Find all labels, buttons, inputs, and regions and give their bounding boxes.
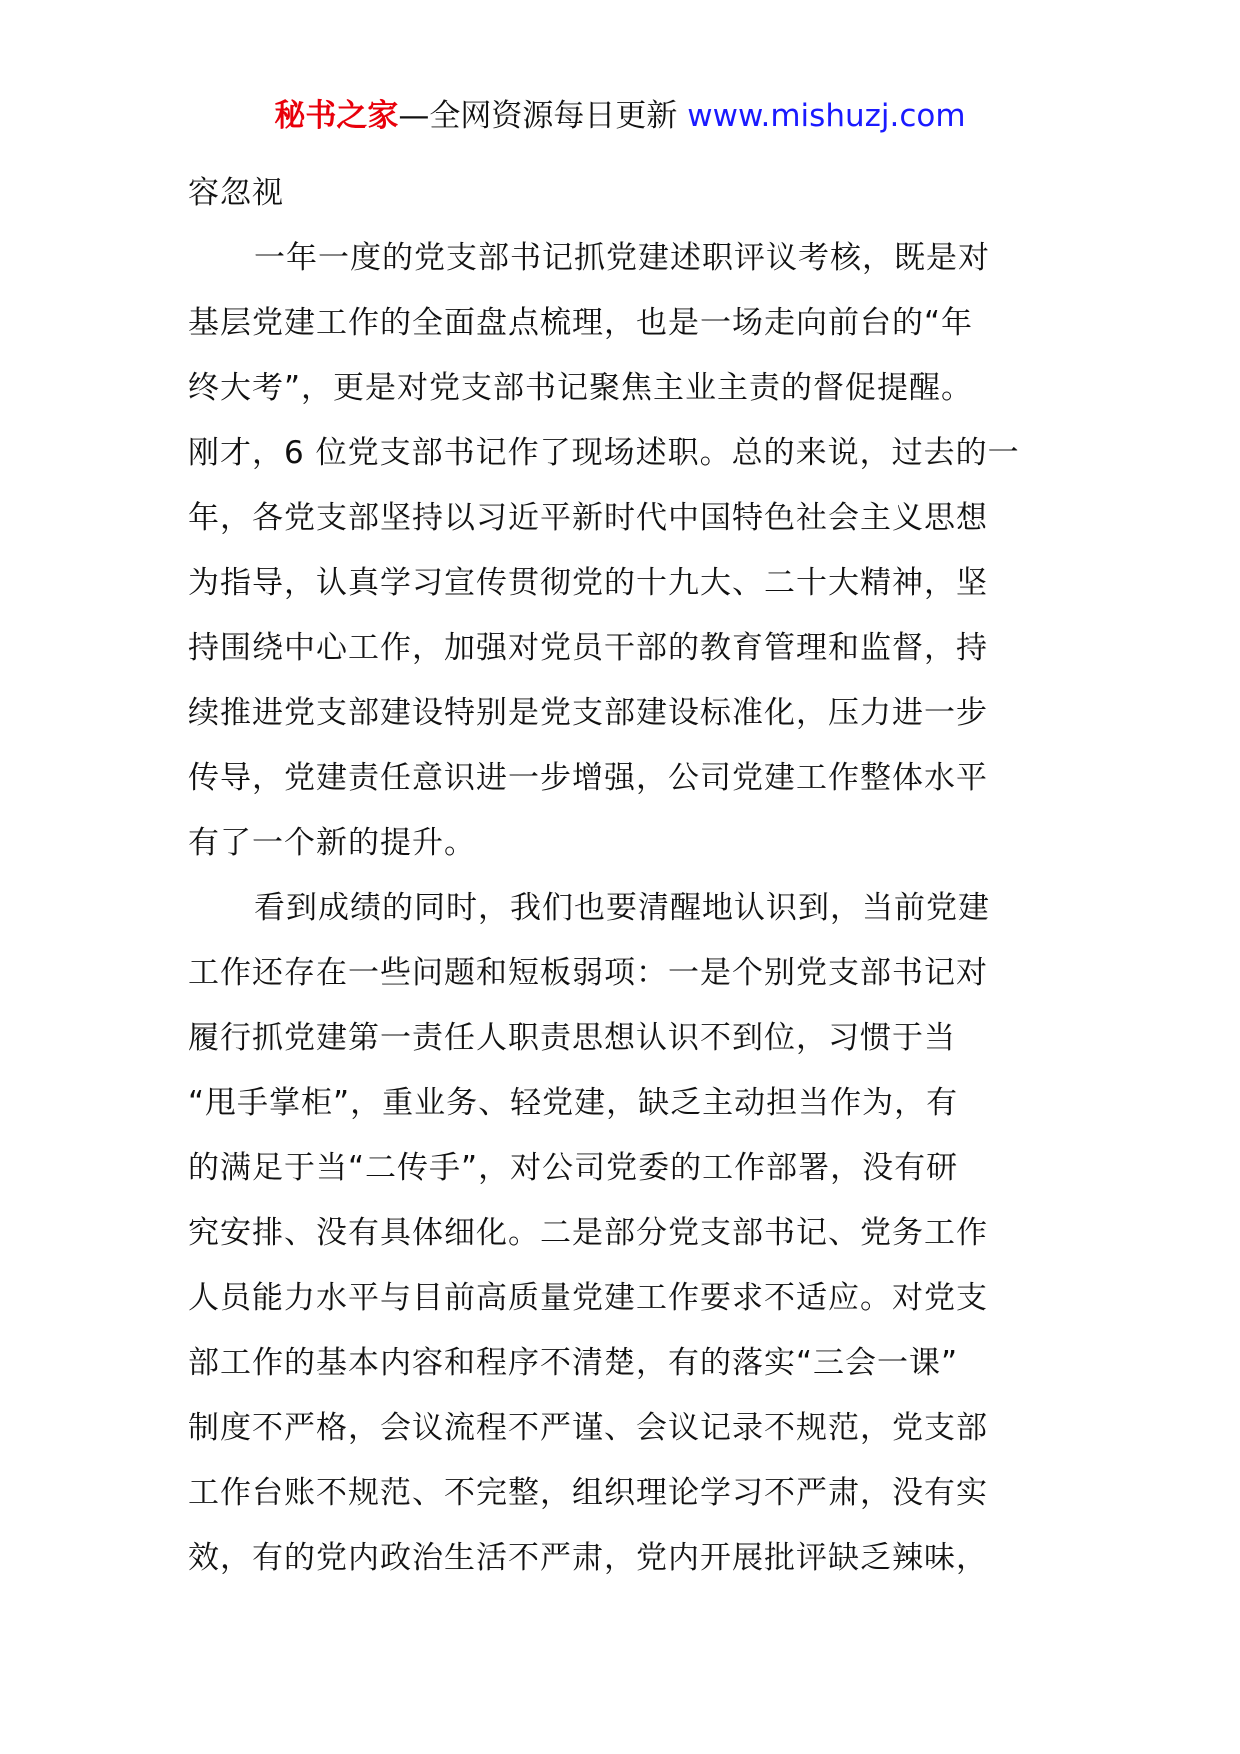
text-line: 终大考”，更是对党支部书记聚焦主业主责的督促提醒。 xyxy=(188,370,974,406)
text-line: 工作还存在一些问题和短板弱项：一是个别党支部书记对 xyxy=(188,955,988,991)
site-url-link[interactable]: www.mishuzj.com xyxy=(687,98,966,134)
brand-name: 秘书之家 xyxy=(274,98,399,134)
text-line: 刚才，6 位党支部书记作了现场述职。总的来说，过去的一 xyxy=(188,435,1020,471)
text-line: 人员能力水平与目前高质量党建工作要求不适应。对党支 xyxy=(188,1280,988,1316)
text-line: 究安排、没有具体细化。二是部分党支部书记、党务工作 xyxy=(188,1215,988,1251)
text-line: 制度不严格，会议流程不严谨、会议记录不规范，党支部 xyxy=(188,1410,988,1446)
text-line: 年，各党支部坚持以习近平新时代中国特色社会主义思想 xyxy=(188,500,988,536)
header-tagline: —全网资源每日更新 xyxy=(398,98,678,134)
text-line: 续推进党支部建设特别是党支部建设标准化，压力进一步 xyxy=(188,695,988,731)
text-line: 有了一个新的提升。 xyxy=(188,825,476,861)
paragraph-start-line: 一年一度的党支部书记抓党建述职评议考核，既是对 xyxy=(254,240,990,276)
paragraph-start-line: 看到成绩的同时，我们也要清醒地认识到，当前党建 xyxy=(254,890,990,926)
text-line: 工作台账不规范、不完整，组织理论学习不严肃，没有实 xyxy=(188,1475,988,1511)
text-line: 持围绕中心工作，加强对党员干部的教育管理和监督，持 xyxy=(188,630,988,666)
text-line: 容忽视 xyxy=(188,175,284,211)
text-line: 部工作的基本内容和程序不清楚，有的落实“三会一课” xyxy=(188,1345,959,1381)
text-line: 为指导，认真学习宣传贯彻党的十九大、二十大精神，坚 xyxy=(188,565,988,601)
text-line: 的满足于当“二传手”，对公司党委的工作部署，没有研 xyxy=(188,1150,959,1186)
text-line: 基层党建工作的全面盘点梳理，也是一场走向前台的“年 xyxy=(188,305,974,341)
text-line: “甩手掌柜”，重业务、轻党建，缺乏主动担当作为，有 xyxy=(188,1085,959,1121)
document-body xyxy=(188,161,1058,1591)
site-header xyxy=(0,96,1240,136)
text-line: 履行抓党建第一责任人职责思想认识不到位，习惯于当 xyxy=(188,1020,956,1056)
text-line: 效，有的党内政治生活不严肃，党内开展批评缺乏辣味， xyxy=(188,1540,988,1576)
text-line: 传导，党建责任意识进一步增强，公司党建工作整体水平 xyxy=(188,760,988,796)
